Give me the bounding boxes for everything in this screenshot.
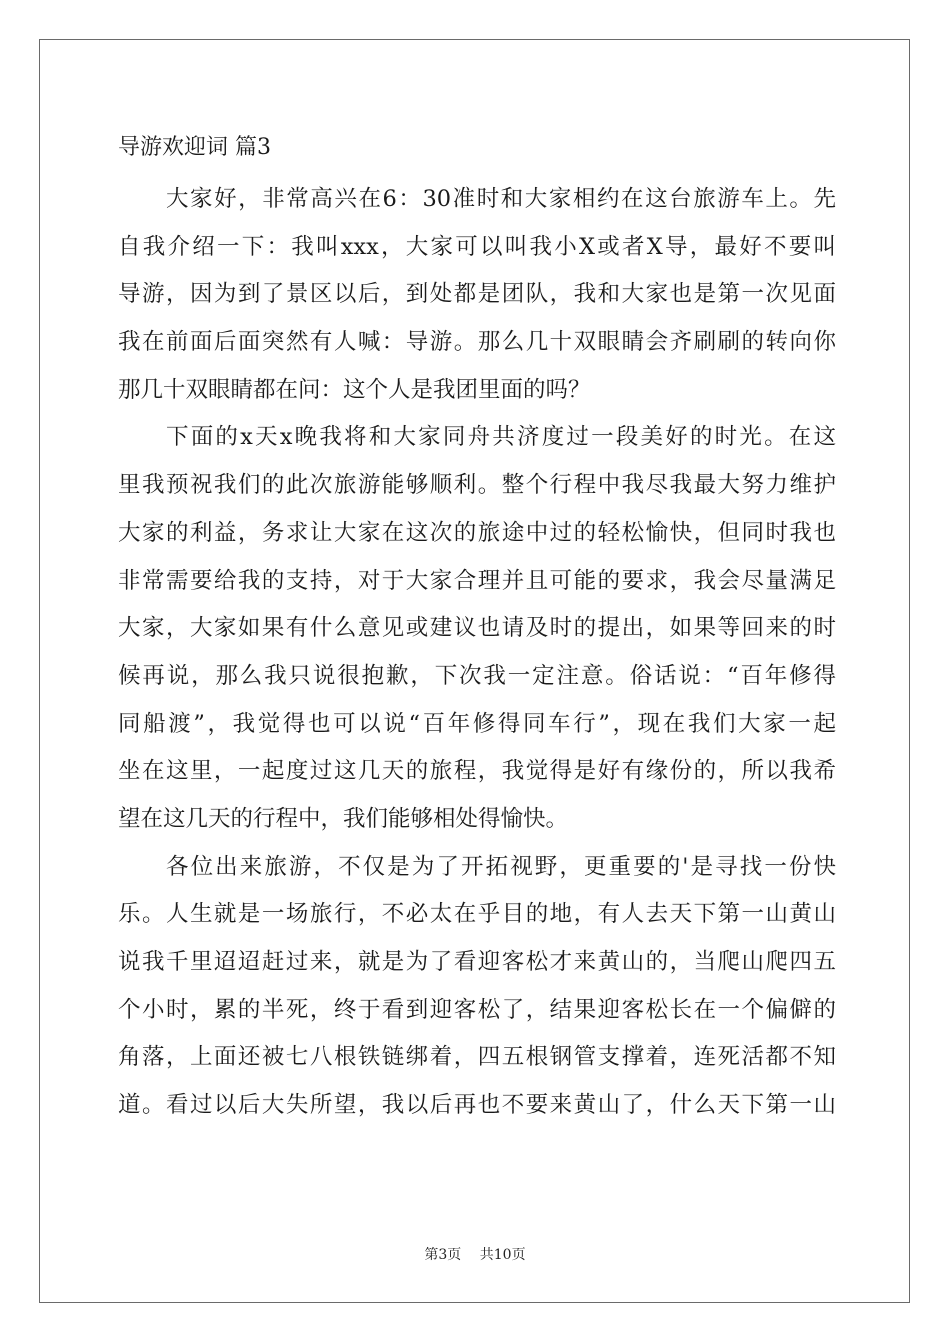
text-line: 候再说，那么我只说很抱歉，下次我一定注意。俗话说：“百年修得 xyxy=(118,662,836,689)
page-footer xyxy=(0,1244,950,1264)
text-line: 同船渡”，我觉得也可以说“百年修得同车行”，现在我们大家一起 xyxy=(118,710,836,737)
text-line: 乐。人生就是一场旅行，不必太在乎目的地，有人去天下第一山黄山 xyxy=(118,901,836,928)
text-line: 自我介绍一下：我叫xxx，大家可以叫我小X或者X导，最好不要叫 xyxy=(118,233,836,260)
text-line: 道。看过以后大失所望，我以后再也不要来黄山了，什么天下第一山 xyxy=(118,1092,836,1119)
text-line: 个小时，累的半死，终于看到迎客松了，结果迎客松长在一个偏僻的 xyxy=(118,996,836,1023)
text-line: 导游，因为到了景区以后，到处都是团队，我和大家也是第一次见面 xyxy=(118,281,836,308)
text-line: 下面的x天x晚我将和大家同舟共济度过一段美好的时光。在这 xyxy=(166,424,836,451)
document-title: 导游欢迎词 篇3 xyxy=(118,135,271,160)
paragraph-1 xyxy=(118,176,836,414)
total-pages: 共10页 xyxy=(479,1247,526,1263)
text-line: 坐在这里，一起度过这几天的旅程，我觉得是好有缘份的，所以我希 xyxy=(118,758,836,785)
text-line: 大家的利益，务求让大家在这次的旅途中过的轻松愉快，但同时我也 xyxy=(118,519,836,546)
text-line: 说我千里迢迢赶过来，就是为了看迎客松才来黄山的，当爬山爬四五 xyxy=(118,949,836,975)
text-line: 那几十双眼睛都在问：这个人是我团里面的吗？ xyxy=(118,376,591,403)
text-line: 大家好，非常高兴在6：30准时和大家相约在这台旅游车上。先 xyxy=(166,186,836,212)
text-line: 非常需要给我的支持，对于大家合理并且可能的要求，我会尽量满足 xyxy=(118,567,836,594)
text-line: 角落，上面还被七八根铁链绑着，四五根钢管支撑着，连死活都不知 xyxy=(118,1044,836,1071)
paragraph-3 xyxy=(118,844,836,1130)
text-line: 望在这几天的行程中，我们能够相处得愉快。 xyxy=(118,805,569,832)
document-body xyxy=(118,128,836,1130)
text-line: 大家，大家如果有什么意见或建议也请及时的提出，如果等回来的时 xyxy=(118,615,836,642)
text-line: 我在前面后面突然有人喊：导游。那么几十双眼睛会齐刷刷的转向你 xyxy=(118,329,836,356)
text-line: 各位出来旅游，不仅是为了开拓视野，更重要的'是寻找一份快 xyxy=(166,853,836,880)
paragraph-2 xyxy=(118,414,836,843)
text-line: 里我预祝我们的此次旅游能够顺利。整个行程中我尽我最大努力维护 xyxy=(118,472,836,499)
page-number: 第3页 xyxy=(424,1247,462,1263)
